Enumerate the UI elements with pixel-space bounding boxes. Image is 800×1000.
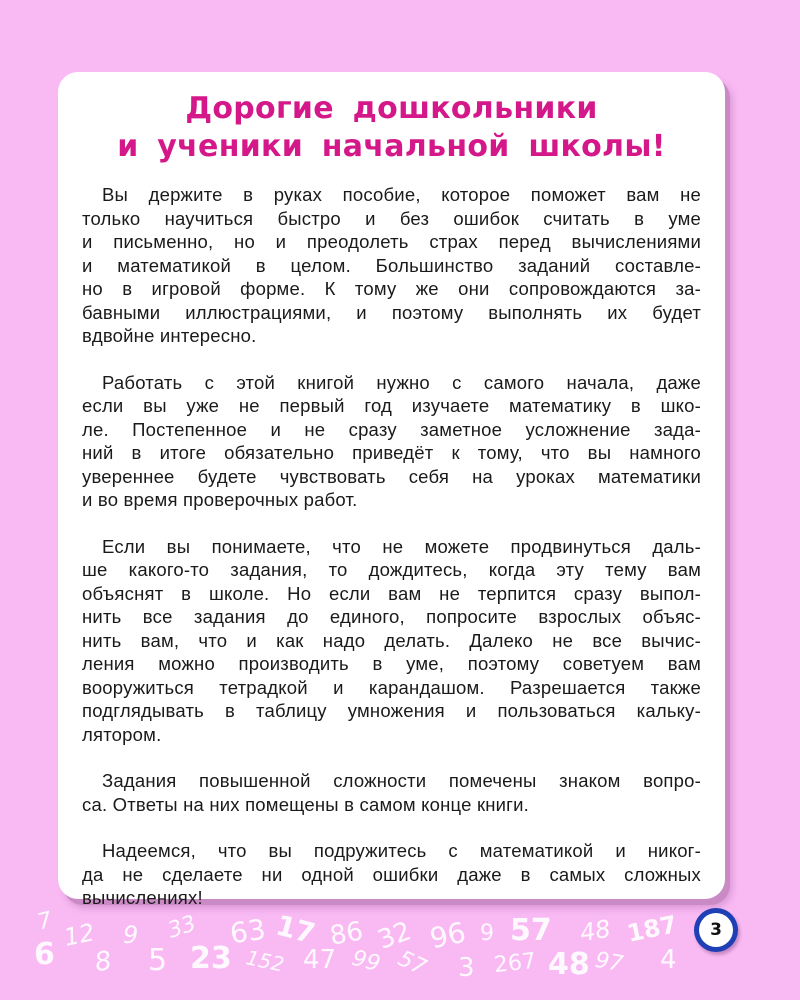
text-line: объяснят в школе. Но если вам не терпится сразу выпол- — [82, 582, 701, 604]
decor-number: 57 — [394, 946, 430, 981]
text-line: только научиться быстро и без ошибок считать в уме — [82, 207, 701, 229]
text-line: ле. Постепенное и не сразу заметное усложнение зада- — [82, 418, 701, 440]
paragraph-3 — [82, 535, 701, 747]
text-line: бавными иллюстрациями, и поэтому выполнять их будет — [82, 301, 701, 323]
decor-number: 97 — [593, 947, 625, 978]
decor-number: 96 — [426, 915, 469, 956]
decor-number: 8 — [92, 945, 115, 979]
text-line: вычислениях! — [82, 887, 203, 908]
decor-number: 267 — [492, 948, 538, 979]
text-line: Задания повышенной сложности помечены знаком вопро- — [102, 770, 701, 791]
decor-number: 9 — [480, 921, 494, 946]
decor-number: 99 — [349, 945, 383, 978]
decor-number: 48 — [548, 947, 590, 982]
decor-number: 7 — [35, 907, 55, 936]
text-line: ления можно производить в уме, поэтому советуем вам — [82, 653, 701, 674]
text-line: Работать с этой книгой нужно с самого начала, даже — [102, 371, 701, 393]
paragraph-4 — [82, 769, 701, 816]
text-line: подглядывать в таблицу умножения и пользоваться кальку- — [82, 700, 701, 721]
decor-number: 9 — [123, 921, 139, 949]
decorative-numbers — [0, 895, 700, 1000]
decor-number: 48 — [577, 914, 613, 948]
text-line: но в игровой форме. К тому же они сопровождаются за- — [82, 278, 701, 299]
text-line: если вы уже не первый год изучаете математику в шко- — [82, 395, 701, 416]
text-line: нить все задания до единого, попросите взрослых объяс- — [82, 606, 701, 627]
paragraph-2 — [82, 371, 701, 512]
text-line: и во время проверочных работ. — [82, 489, 358, 510]
text-card — [58, 72, 725, 908]
decor-number: 4 — [660, 945, 677, 975]
text-line: Надеемся, что вы подружитесь с математикой и никог- — [102, 840, 701, 861]
text-line: лятором. — [82, 723, 162, 745]
text-line: и математикой в целом. Большинство заданий составле- — [82, 254, 701, 276]
decor-number: 63 — [227, 912, 268, 951]
decor-number: 86 — [327, 916, 366, 952]
page-number-badge — [694, 908, 738, 952]
text-line: Вы держите в руках пособие, которое поможет вам не — [102, 184, 701, 205]
text-line: нить вам, что и как надо делать. Далеко не все вычис- — [82, 629, 701, 651]
text-line: вооружиться тетрадкой и карандашом. Разрешается также — [82, 676, 701, 698]
title-line-1: Дорогие дошкольники — [185, 91, 598, 126]
paragraph-1 — [82, 183, 701, 348]
decor-number: 3 — [458, 953, 475, 983]
decor-number: 32 — [373, 916, 416, 956]
decor-number: 23 — [190, 941, 232, 976]
text-line: вдвойне интересно. — [82, 325, 257, 346]
title-line-2: и ученики начальной школы! — [117, 129, 666, 164]
decor-number: 6 — [34, 937, 55, 972]
text-line: Если вы понимаете, что не можете продвинуться даль- — [102, 535, 701, 557]
decor-number: 5 — [148, 943, 168, 978]
decor-number: 12 — [61, 918, 98, 952]
text-line: да не сделаете ни одной ошибки даже в самых сложных — [82, 863, 701, 885]
decor-number: 187 — [624, 910, 680, 948]
decor-number: 152 — [243, 945, 287, 977]
decor-number: 47 — [303, 945, 337, 975]
text-line: увереннее будете чувствовать себя на уроках математики — [82, 465, 701, 487]
decor-number: 33 — [164, 911, 200, 944]
body-text — [82, 183, 701, 933]
text-line: ний в итоге обязательно приведёт к тому, что вы намного — [82, 442, 701, 463]
text-line: са. Ответы на них помещены в самом конце книги. — [82, 793, 530, 815]
text-line: и письменно, но и преодолеть страх перед вычислениями — [82, 231, 701, 252]
page-title — [58, 90, 725, 166]
page-number: 3 — [699, 913, 733, 947]
decor-number: 17 — [272, 908, 319, 951]
decor-number: 57 — [510, 913, 552, 948]
text-line: ше какого-то задания, то дождитесь, когда эту тему вам — [82, 559, 701, 580]
